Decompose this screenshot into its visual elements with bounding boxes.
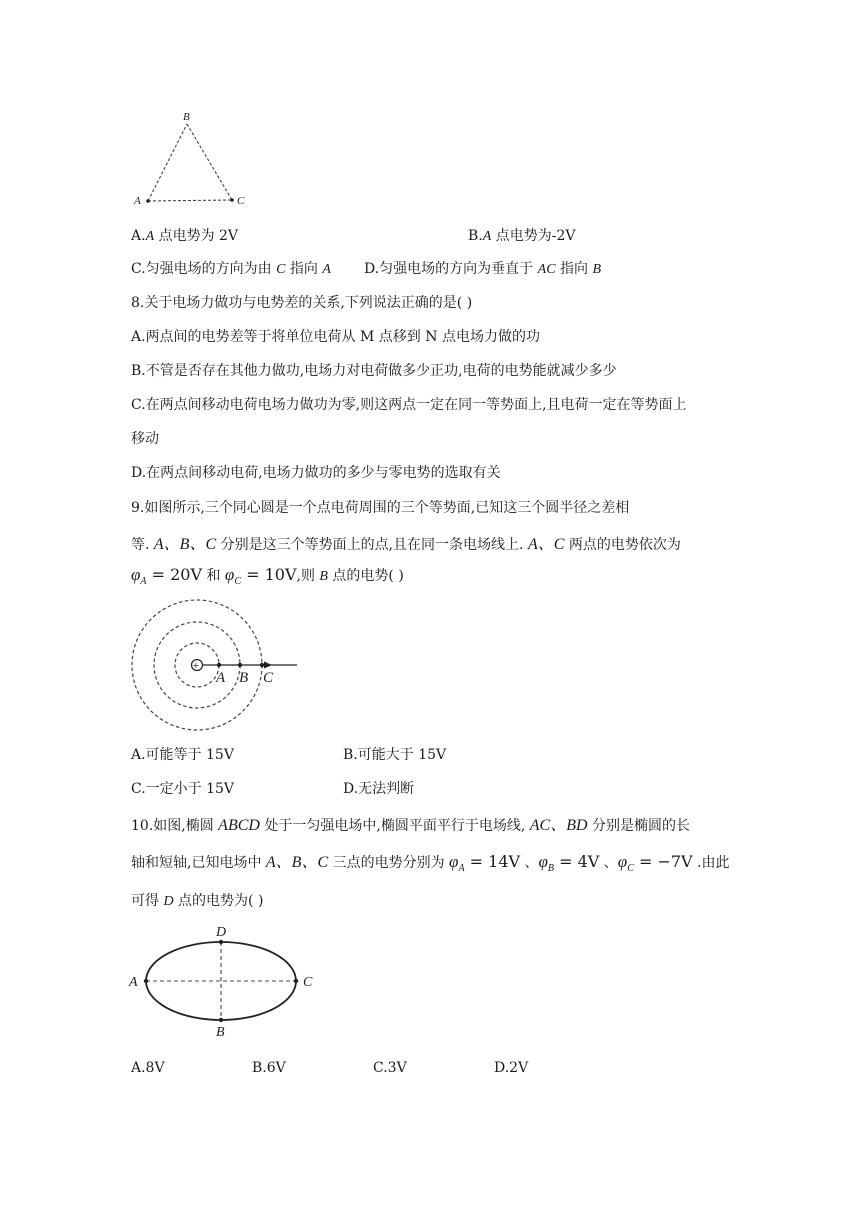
- q10-stem-line3: 可得 D 点的电势为( ): [131, 893, 264, 909]
- q10-option-a: A.8V: [131, 1060, 165, 1076]
- q9-option-c: C.一定小于 15V: [131, 781, 235, 797]
- q10-stem-line2: 轴和短轴,已知电场中 A、B、C 三点的电势分别为 $\varphi_A = 14V$ 、$\varphi_B = 4V$ 、$\varphi_C = -7V$ .由此: [131, 852, 730, 874]
- q9-stem-line2: 等. A、B、C 分别是这三个等势面上的点,且在同一条电场线上. A、C 两点的电势依次为: [131, 536, 681, 553]
- q9-option-b: B.可能大于 15V: [343, 747, 447, 763]
- q8-option-c-line1: C.在两点间移动电荷电场力做功为零,则这两点一定在同一等势面上,且电荷一定在等势面上: [131, 397, 687, 413]
- triangle-label-b: B: [183, 111, 190, 123]
- q8-option-a: A.两点间的电势差等于将单位电荷从 M 点移到 N 点电场力做的功: [131, 329, 540, 345]
- ellipse-label-b: B: [216, 1025, 225, 1040]
- ellipse-figure: [125, 920, 325, 1040]
- triangle-label-c: C: [237, 195, 245, 207]
- ellipse-label-a: A: [129, 975, 138, 990]
- q8-option-d: D.在两点间移动电荷,电场力做功的多少与零电势的选取有关: [131, 465, 501, 481]
- circle-label-c: C: [263, 670, 274, 686]
- q9-option-d: D.无法判断: [343, 781, 415, 797]
- q9-stem-line1: 9.如图所示,三个同心圆是一个点电荷周围的三个等势面,已知这三个圆半径之差相: [131, 500, 630, 516]
- q10-option-c: C.3V: [373, 1060, 407, 1076]
- circle-label-b: B: [239, 670, 249, 686]
- point-charge-plus: +: [192, 658, 200, 672]
- q7-option-d: D.匀强电场的方向为垂直于 AC 指向 B: [364, 261, 601, 277]
- triangle-label-a: A: [134, 195, 141, 207]
- q9-option-a: A.可能等于 15V: [131, 747, 234, 763]
- q9-stem-line3: $\varphi_A = 20V$ 和 $\varphi_C = 10V$,则 B 点的电势( ): [131, 565, 404, 587]
- q8-option-c-line2: 移动: [131, 431, 159, 447]
- ellipse-label-c: C: [303, 975, 313, 990]
- concentric-circles-figure: [125, 598, 305, 738]
- q7-option-b: B.A 点电势为-2V: [468, 228, 576, 244]
- q10-stem-line1: 10.如图,椭圆 ABCD 处于一匀强电场中,椭圆平面平行于电场线, AC、BD 分别是椭圆的长: [131, 817, 690, 834]
- q7-option-c: C.匀强电场的方向为由 C 指向 A: [131, 261, 331, 277]
- q8-option-b: B.不管是否存在其他力做功,电场力对电荷做多少正功,电荷的电势能就减少多少: [131, 363, 617, 379]
- circle-label-a: A: [216, 670, 226, 686]
- q7-option-a: A.A 点电势为 2V: [131, 228, 239, 244]
- field-line-arrow: [264, 662, 272, 669]
- triangle-side-ac: [148, 200, 232, 201]
- q8-stem: 8.关于电场力做功与电势差的关系,下列说法正确的是( ): [131, 295, 473, 311]
- q10-option-b: B.6V: [252, 1060, 286, 1076]
- ellipse-label-d: D: [216, 925, 227, 940]
- triangle-side-bc: [187, 124, 232, 200]
- triangle-side-ab: [148, 124, 187, 201]
- triangle-figure: [120, 100, 260, 215]
- q10-option-d: D.2V: [494, 1060, 529, 1076]
